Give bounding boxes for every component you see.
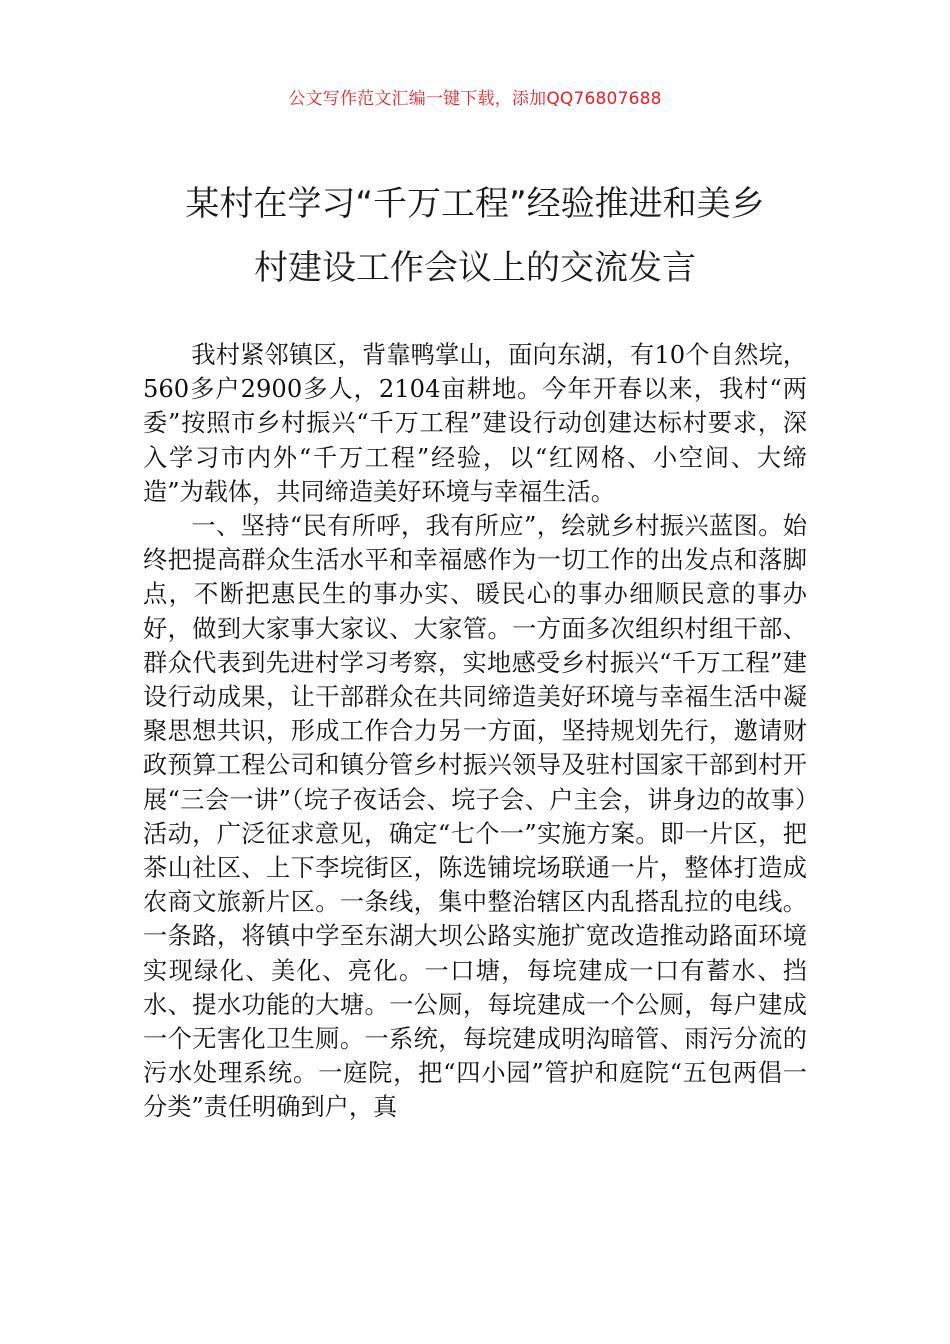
title-line-2: 村建设工作会议上的交流发言 [254, 248, 696, 288]
paragraph-section-1: 一、坚持“民有所呼，我有所应”，绘就乡村振兴蓝图。始终把提高群众生活水平和幸福感作为一切工作的出发点和落脚点，不断把惠民生的事办实、暖民心的事办细顺民意的事办好，做到大家事大家议、大家管。一方面多次组织村组干部、群众代表到先进村学习考察，实地感受乡村振兴“千万工程”建设行动成果，让干部群众在共同缔造美好环境与幸福生活中凝聚思想共识，形成工作合力另一方面，坚持规划先行，邀请财政预算工程公司和镇分管乡村振兴领导及驻村国家干部到村开展“三会一讲”（垸子夜话会、垸子会、户主会，讲身边的故事）活动，广泛征求意见，确定“七个一”实施方案。即一片区，把茶山社区、上下李垸街区，陈选铺垸场联通一片，整体打造成农商文旅新片区。一条线，集中整治辖区内乱搭乱拉的电线。一条路，将镇中学至东湖大坝公路实施扩宽改造推动路面环境实现绿化、美化、亮化。一口塘，每垸建成一口有蓄水、挡水、提水功能的大塘。一公厕，每垸建成一个公厕，每户建成一个无害化卫生厕。一系统，每垸建成明沟暗管、雨污分流的污水处理系统。一庭院，把“四小园”管护和庭院“五包两倡一分类”责任明确到户，真 [143, 512, 807, 1122]
document-body [143, 338, 807, 1125]
paragraph-intro: 我村紧邻镇区，背靠鸭掌山，面向东湖，有10个自然垸，560多户2900多人，2104亩耕地。今年开春以来，我村“两委”按照市乡村振兴“千万工程”建设行动创建达标村要求，深入学习市内外“千万工程”经验，以“红网格、小空间、大缔造”为载体，共同缔造美好环境与幸福生活。 [143, 341, 807, 506]
header-note: 公文写作范文汇编一键下载，添加QQ76807688 [288, 89, 662, 109]
document-title [120, 172, 830, 300]
title-line-1: 某村在学习“千万工程”经验推进和美乡 [185, 184, 765, 224]
